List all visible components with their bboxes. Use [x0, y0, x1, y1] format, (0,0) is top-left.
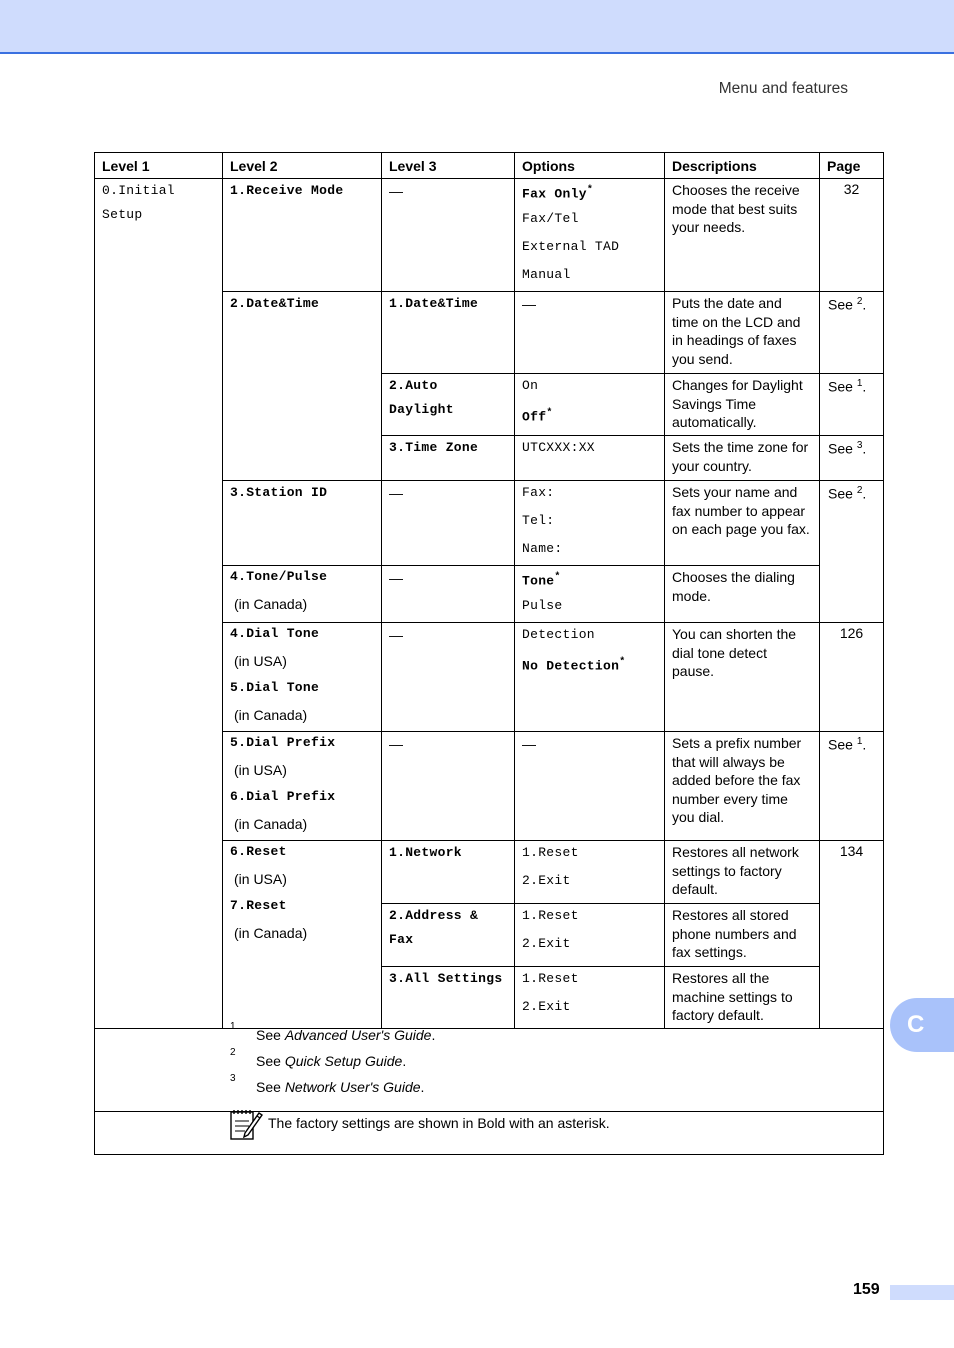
level2-dial-tone: 5.Dial Tone	[230, 680, 320, 695]
page-cell	[820, 292, 884, 374]
dash: —	[522, 736, 536, 752]
running-title: Menu and features	[718, 80, 848, 97]
page-cell	[820, 436, 884, 481]
level1-initial-setup: 0.Initial Setup	[102, 183, 175, 222]
level3-cell	[382, 566, 515, 623]
region-note: (in Canada)	[234, 816, 308, 832]
level3-cell	[382, 623, 515, 732]
level2-cell	[223, 481, 382, 566]
region-note: (in USA)	[234, 871, 287, 887]
level2-cell	[223, 732, 382, 841]
dash: —	[389, 627, 403, 643]
chapter-tab: C	[890, 998, 954, 1052]
options-cell	[515, 967, 665, 1029]
level3-cell	[382, 841, 515, 904]
option-default: No Detection*	[522, 657, 626, 674]
see-reference: See $^2$.	[828, 485, 867, 502]
level3-network: 1.Network	[389, 845, 462, 860]
options-cell	[515, 841, 665, 904]
option: Pulse	[522, 598, 563, 613]
page-cell	[820, 481, 884, 623]
see-reference: See $^1$.	[828, 736, 867, 753]
description-cell	[665, 841, 820, 904]
level2-cell	[223, 292, 382, 481]
page-cell	[820, 841, 884, 1029]
see-reference: See $^2$.	[828, 296, 867, 313]
option: Detection	[522, 627, 595, 642]
options-cell	[515, 179, 665, 292]
option: 2.Exit	[522, 873, 571, 888]
level3-time-zone: 3.Time Zone	[389, 440, 479, 455]
col-header-descriptions: Descriptions	[665, 153, 820, 179]
page-cell	[820, 732, 884, 841]
description: Changes for Daylight Savings Time automatically.	[672, 377, 803, 430]
option: UTCXXX:XX	[522, 440, 595, 455]
option: 1.Reset	[522, 908, 579, 923]
page-number: 159	[853, 1281, 880, 1298]
level2-reset: 6.Reset	[230, 844, 287, 859]
option: 2.Exit	[522, 999, 571, 1014]
col-header-level3: Level 3	[382, 153, 515, 179]
col-header-level2: Level 2	[223, 153, 382, 179]
option: Manual	[522, 267, 571, 282]
level3-all-settings: 3.All Settings	[389, 971, 503, 986]
level2-dial-tone: 4.Dial Tone	[230, 626, 320, 641]
option-default: Off*	[522, 408, 553, 425]
description-cell	[665, 904, 820, 967]
option: Tel:	[522, 513, 555, 528]
table-row	[95, 179, 884, 292]
region-note: (in USA)	[234, 762, 287, 778]
level3-cell	[382, 904, 515, 967]
options-cell	[515, 623, 665, 732]
description-cell	[665, 566, 820, 623]
option-default: Tone*	[522, 572, 561, 589]
top-header-band	[0, 0, 954, 54]
options-cell	[515, 292, 665, 374]
region-note: (in Canada)	[234, 596, 308, 612]
options-cell	[515, 436, 665, 481]
dash: —	[389, 570, 403, 586]
level3-cell	[382, 374, 515, 436]
dash: —	[389, 485, 403, 501]
options-cell	[515, 566, 665, 623]
col-header-level1: Level 1	[95, 153, 223, 179]
option: External TAD	[522, 239, 620, 254]
footnote-cell	[95, 1029, 884, 1112]
level2-receive-mode: 1.Receive Mode	[230, 183, 344, 198]
description-cell	[665, 374, 820, 436]
page-ref: 126	[839, 625, 864, 641]
option: Fax/Tel	[522, 211, 579, 226]
page-ref: 32	[843, 181, 860, 197]
level3-cell	[382, 967, 515, 1029]
note-text: The factory settings are shown in Bold with an asterisk.	[268, 1115, 610, 1131]
description: Sets your name and fax number to appear on each page you fax.	[672, 484, 810, 537]
level3-cell	[382, 481, 515, 566]
region-note: (in USA)	[234, 653, 287, 669]
description-cell	[665, 732, 820, 841]
dash: —	[522, 296, 536, 312]
level3-cell	[382, 436, 515, 481]
page-cell	[820, 179, 884, 292]
page-cell	[820, 623, 884, 732]
note-pencil-icon	[229, 1107, 263, 1141]
description: Chooses the receive mode that best suits your needs.	[672, 182, 800, 235]
option: On	[522, 378, 539, 393]
level3-date-time: 1.Date&Time	[389, 296, 479, 311]
menu-table	[94, 152, 884, 1155]
level2-dial-prefix: 6.Dial Prefix	[230, 789, 336, 804]
region-note: (in Canada)	[234, 707, 308, 723]
page-cell	[820, 374, 884, 436]
description-cell	[665, 179, 820, 292]
footnote-row	[95, 1029, 884, 1112]
level2-cell	[223, 623, 382, 732]
dash: —	[389, 183, 403, 199]
level2-station-id: 3.Station ID	[230, 485, 328, 500]
description: You can shorten the dial tone detect pause.	[672, 626, 797, 679]
table-header-row	[95, 153, 884, 179]
see-reference: See $^3$.	[828, 440, 867, 457]
region-note: (in Canada)	[234, 925, 308, 941]
option: 2.Exit	[522, 936, 571, 951]
dash: —	[389, 736, 403, 752]
level2-cell	[223, 841, 382, 1029]
description: Sets the time zone for your country.	[672, 439, 809, 474]
page-ref: 134	[839, 843, 864, 859]
description: Restores all the machine settings to factory default.	[672, 970, 793, 1023]
description: Chooses the dialing mode.	[672, 569, 795, 604]
description-cell	[665, 481, 820, 566]
col-header-page: Page	[820, 153, 884, 179]
level2-reset: 7.Reset	[230, 898, 287, 913]
option-default: Fax Only*	[522, 185, 594, 202]
option: Name:	[522, 541, 563, 556]
options-cell	[515, 374, 665, 436]
options-cell	[515, 904, 665, 967]
option: 1.Reset	[522, 971, 579, 986]
description: Puts the date and time on the LCD and in headings of faxes you send.	[672, 295, 801, 367]
level2-dial-prefix: 5.Dial Prefix	[230, 735, 336, 750]
level2-date-time: 2.Date&Time	[230, 296, 320, 311]
level3-cell	[382, 179, 515, 292]
description: Restores all stored phone numbers and fax settings.	[672, 907, 797, 960]
page-number-bar	[890, 1285, 954, 1300]
description-cell	[665, 436, 820, 481]
description-cell	[665, 292, 820, 374]
level3-auto-daylight: 2.Auto Daylight	[389, 378, 454, 417]
level3-cell	[382, 292, 515, 374]
level2-cell	[223, 179, 382, 292]
level2-tone-pulse: 4.Tone/Pulse	[230, 569, 328, 584]
level1-cell	[95, 179, 223, 1029]
level2-cell	[223, 566, 382, 623]
option: Fax:	[522, 485, 555, 500]
level3-address-fax: 2.Address & Fax	[389, 908, 479, 947]
level3-cell	[382, 732, 515, 841]
col-header-options: Options	[515, 153, 665, 179]
options-cell	[515, 732, 665, 841]
see-reference: See $^1$.	[828, 378, 867, 395]
description: Sets a prefix number that will always be added before the fax number every time you dial.	[672, 735, 802, 825]
description-cell	[665, 623, 820, 732]
description: Restores all network settings to factory default.	[672, 844, 799, 897]
description-cell	[665, 967, 820, 1029]
option: 1.Reset	[522, 845, 579, 860]
options-cell	[515, 481, 665, 566]
